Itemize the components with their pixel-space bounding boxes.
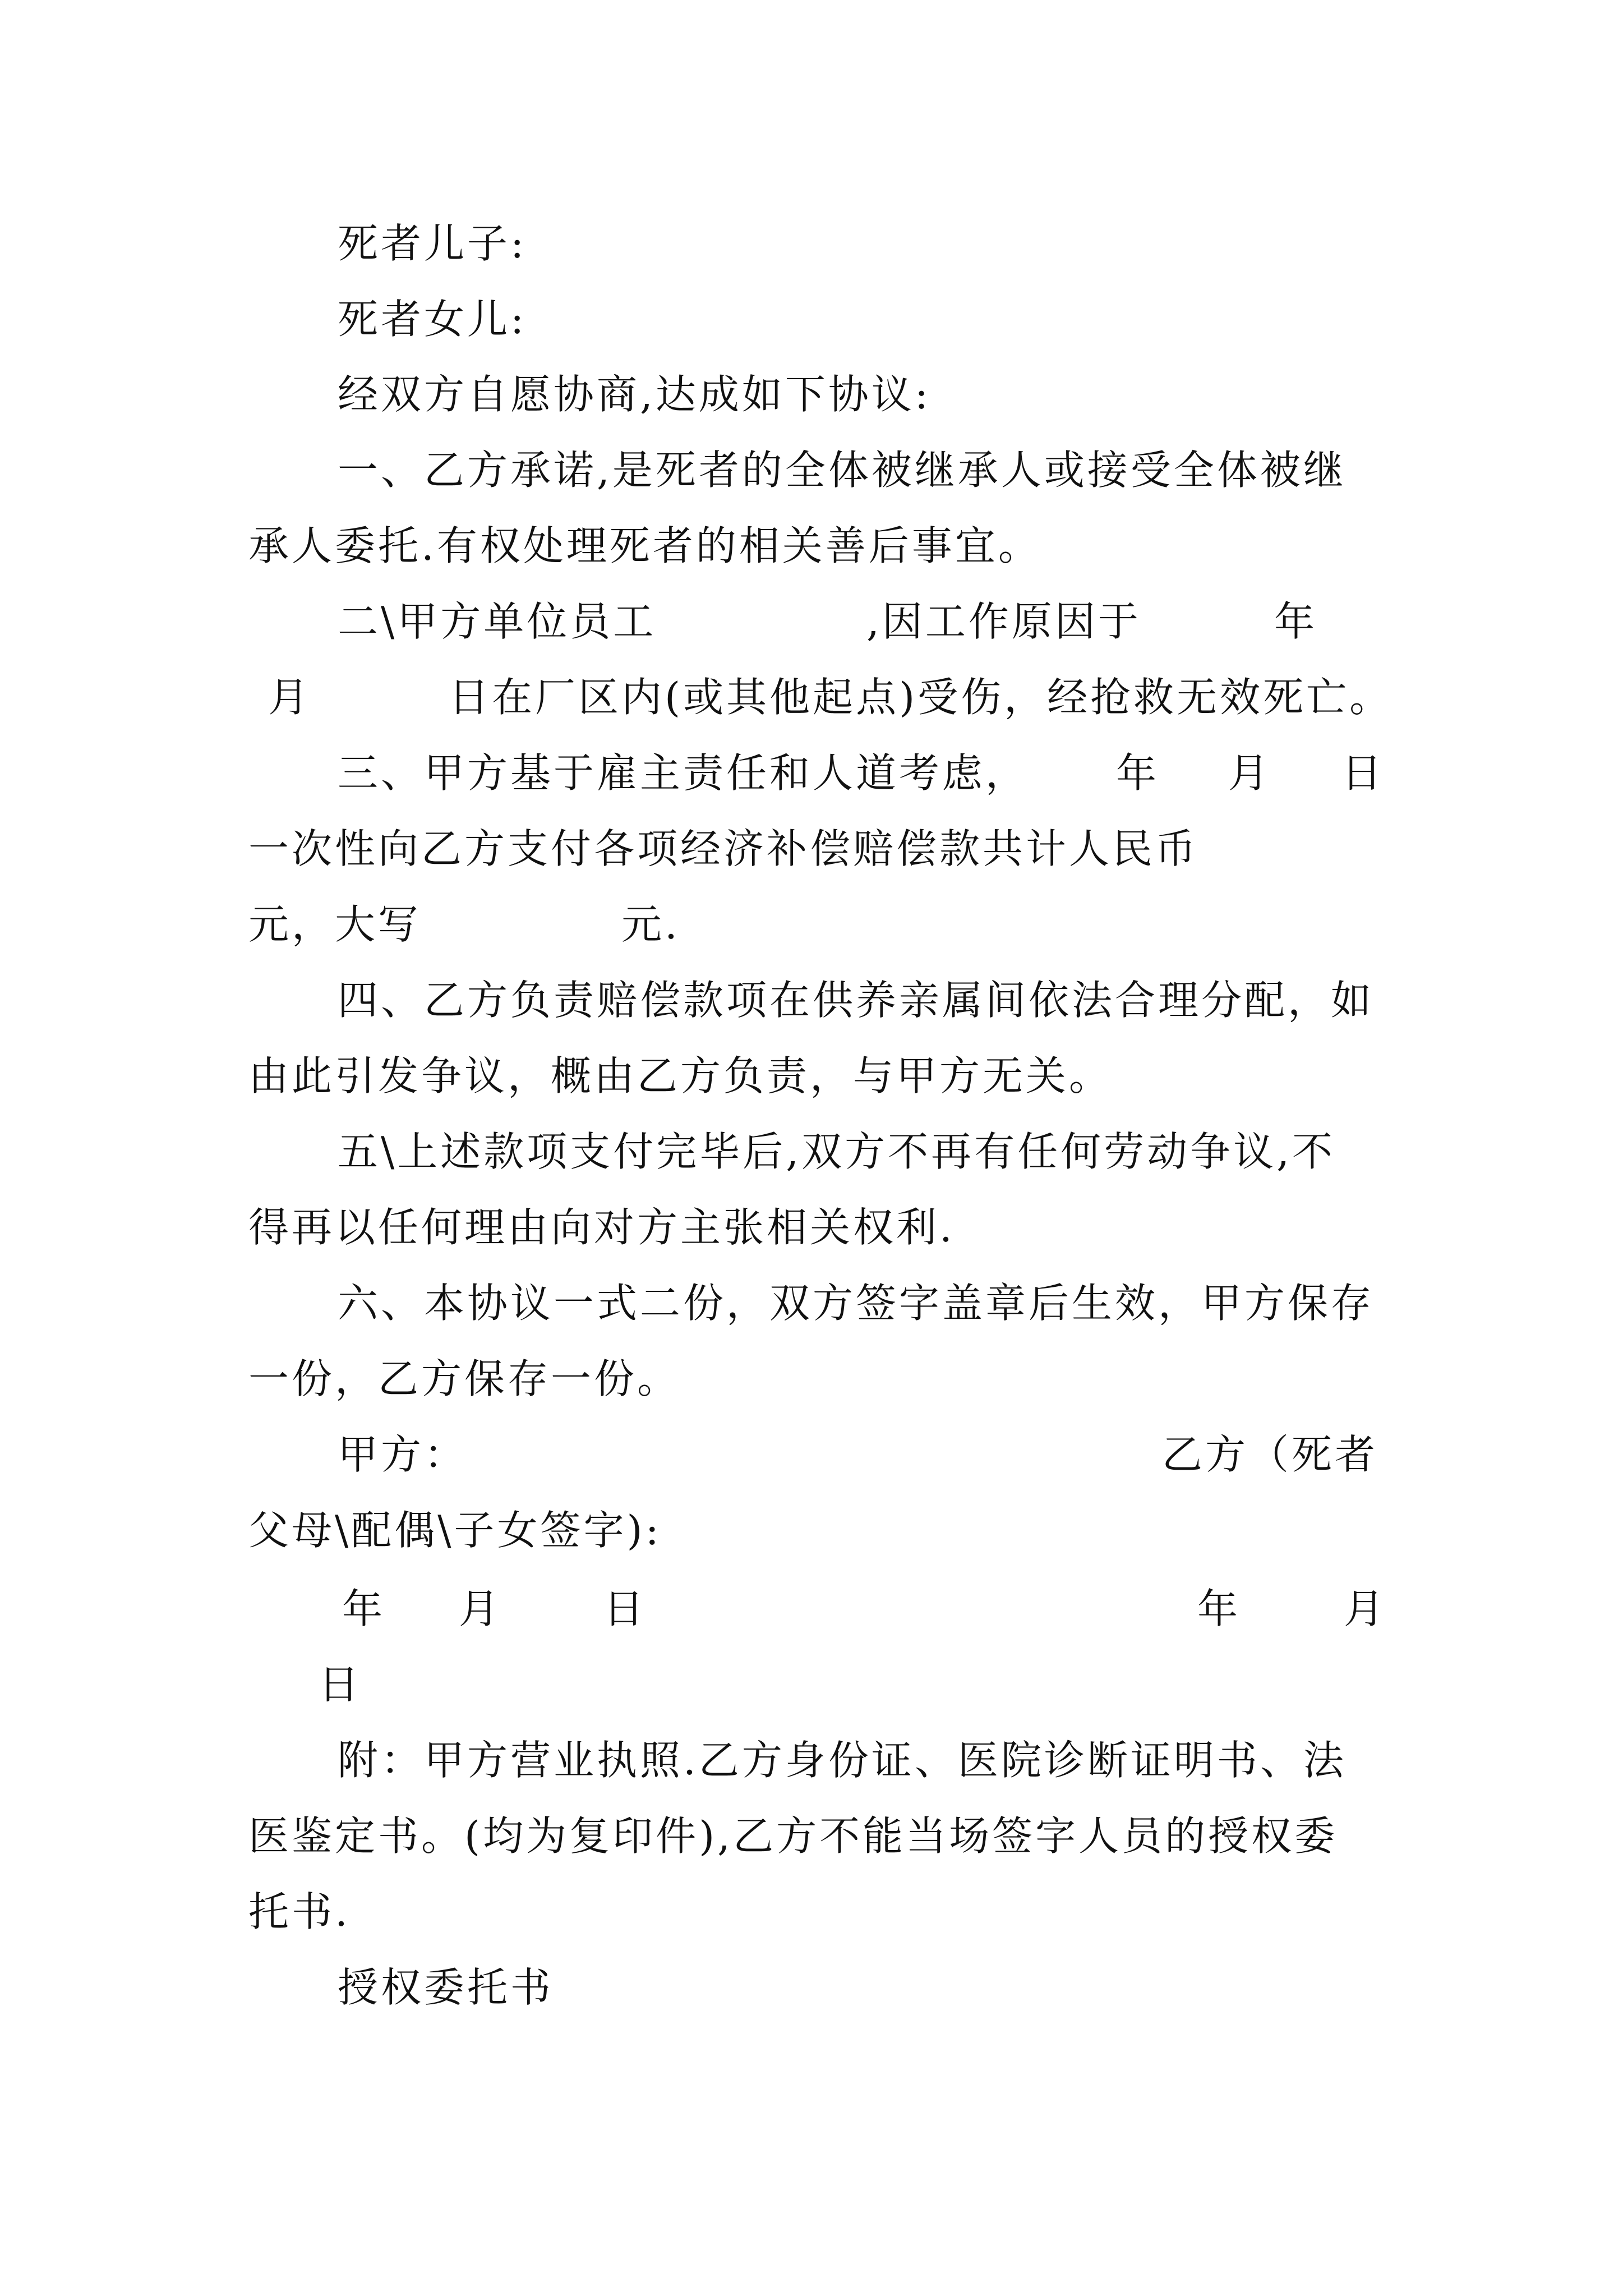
intro-line: 经双方自愿协商,达成如下协议:	[338, 371, 932, 418]
clause-3-line-2: 一次性向乙方支付各项经济补偿赔偿款共计人民币	[248, 825, 1199, 872]
clause-3-amount-words: 元.	[621, 901, 680, 948]
clause-2-year: 年	[1274, 598, 1318, 645]
party-b-signature-label: 乙方（死者	[1162, 1431, 1378, 1478]
party-b-date-year: 年	[1197, 1585, 1241, 1632]
attachment-line-3: 托书.	[248, 1888, 351, 1935]
clause-5-line-2: 得再以任何理由向对方主张相关权利.	[248, 1204, 955, 1251]
clause-1-line-1: 一、乙方承诺,是死者的全体被继承人或接受全体被继	[338, 447, 1347, 494]
clause-2-text: 二\甲方单位员工	[338, 598, 657, 645]
clause-3-text: 三、甲方基于雇主责任和人道考虑，	[338, 749, 1029, 797]
party-a-date-year: 年	[342, 1585, 386, 1632]
clause-2-text: 日在厂区内(或其他起点)受伤，经抢救无效死亡。	[449, 674, 1393, 721]
deceased-son-line: 死者儿子:	[338, 220, 527, 267]
clause-1-line-2: 承人委托.有权处理死者的相关善后事宜。	[248, 522, 1041, 569]
party-a-date-month: 月	[459, 1585, 502, 1632]
party-a-date-day: 日	[603, 1585, 647, 1632]
clause-6-line-1: 六、本协议一式二份，双方签字盖章后生效，甲方保存	[338, 1280, 1375, 1327]
party-a-signature-label: 甲方：	[338, 1431, 468, 1478]
party-b-signature-label-2: 父母\配偶\子女签字):	[248, 1507, 662, 1554]
authorization-letter-title: 授权委托书	[338, 1964, 554, 2011]
deceased-daughter-line: 死者女儿:	[338, 296, 527, 343]
clause-3-day: 日	[1341, 749, 1385, 797]
attachment-line-2: 医鉴定书。(均为复印件),乙方不能当场签字人员的授权委	[248, 1812, 1338, 1860]
party-b-date-day: 日	[319, 1661, 362, 1708]
clause-2-text: ,因工作原因于	[866, 598, 1141, 645]
clause-3-amount: 元，大写	[248, 901, 422, 948]
party-b-date-month: 月	[1344, 1585, 1387, 1632]
attachment-line-1: 附：甲方营业执照.乙方身份证、医院诊断证明书、法	[338, 1737, 1347, 1784]
clause-6-line-2: 一份，乙方保存一份。	[248, 1355, 681, 1402]
clause-4-line-1: 四、乙方负责赔偿款项在供养亲属间依法合理分配，如	[338, 977, 1375, 1024]
clause-5-line-1: 五\上述款项支付完毕后,双方不再有任何劳动争议,不	[338, 1128, 1336, 1175]
clause-3-year: 年	[1116, 749, 1160, 797]
clause-4-line-2: 由此引发争议，概由乙方负责，与甲方无关。	[248, 1052, 1113, 1099]
clause-3-month: 月	[1228, 749, 1272, 797]
clause-2-month: 月	[268, 674, 312, 721]
